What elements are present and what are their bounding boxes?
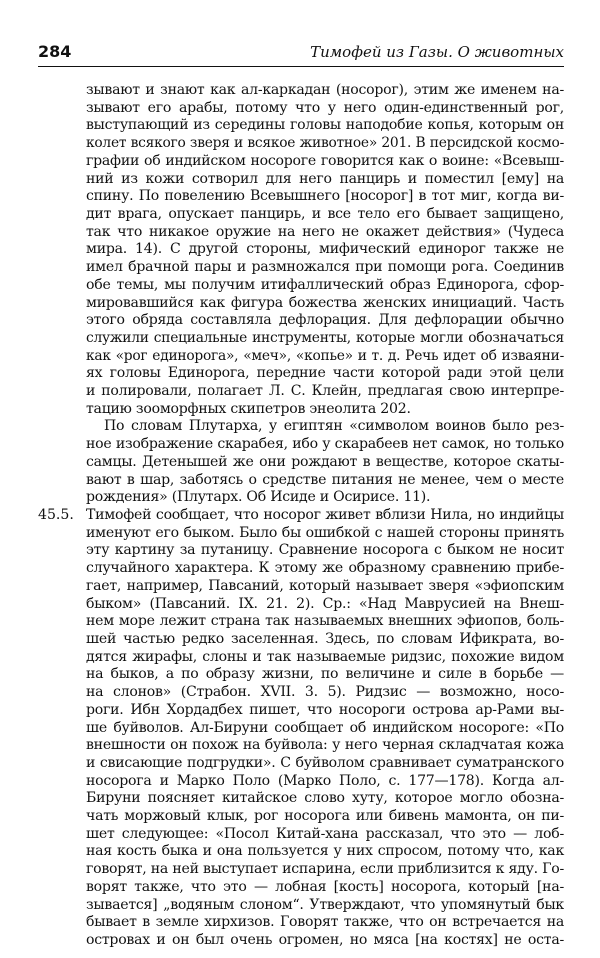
- section-marker: 45.5.: [38, 507, 74, 523]
- text-line: обе темы, мы получим итифаллический образ Единорога, сфор-: [86, 277, 564, 293]
- text-line: ний из кожи сотворил для него панцирь и поместил [ему] на: [86, 171, 564, 187]
- text-line: спину. По повелению Всевышнего [носорог] в тот миг, когда ви-: [86, 188, 564, 204]
- text-line: мира. 14). С другой стороны, мифический единорог также не: [86, 241, 564, 257]
- text-line: По словам Плутарха, у египтян «символом воинов было рез-: [104, 418, 564, 434]
- text-line: носорога и Марко Поло (Марко Поло, с. 177—178). Когда ал-: [86, 773, 564, 789]
- text-line: Тимофей сообщает, что носорог живет вблизи Нила, но индийцы: [86, 507, 564, 523]
- text-line: говорят, на ней выступает испарина, если приблизится к яду. Го-: [86, 861, 564, 877]
- text-line: шет следующее: «Посол Китай-хана рассказал, что это — лоб-: [86, 826, 564, 842]
- text-line: внешности он похож на буйвола: у него черная складчатая кожа: [86, 737, 564, 753]
- text-line: островах и он был очень огромен, но мяса [на костях] не оста-: [86, 932, 564, 948]
- text-line: дятся жирафы, слоны и так называемые ридзис, похожие видом: [86, 649, 564, 665]
- text-line: ше буйволов. Ал-Бируни сообщает об индийском носороге: «По: [86, 720, 564, 736]
- text-line: на слонов» (Страбон. XVII. 3. 5). Ридзис — возможно, носо-: [86, 684, 564, 700]
- text-line: Бируни поясняет китайское слово хуту, которое могло обозна-: [86, 790, 564, 806]
- running-title: Тимофей из Газы. О животных: [310, 43, 564, 61]
- text-line: ях головы Единорога, передние части которой ради этой цели: [86, 365, 564, 381]
- text-line: случайного характера. К этому же образному сравнению прибе-: [86, 560, 564, 576]
- text-line: на быков, а по образу жизни, по величине и силе в борьбе —: [86, 666, 564, 682]
- text-line: чать моржовый клык, рог носорога или бивень мамонта, он пи-: [86, 808, 564, 824]
- text-line: зывается] „водяным слоном“. Утверждают, что упомянутый бык: [86, 897, 564, 913]
- text-line: зывают и знают как ал-каркадан (носорог), этим же именем на-: [86, 82, 564, 98]
- text-line: ворят также, что это — лобная [кость] носорога, который [на-: [86, 879, 564, 895]
- text-line: гает, например, Павсаний, который называет зверя «эфиопским: [86, 578, 564, 594]
- header-rule: [38, 66, 564, 67]
- text-line: ное изображение скарабея, ибо у скарабеев нет самок, но только: [86, 436, 564, 452]
- text-line: вают в шар, заботясь о средстве питания не менее, чем о месте: [86, 472, 564, 488]
- text-line: этого обряда составляла дефлорация. Для дефлорации обычно: [86, 312, 564, 328]
- text-line: зывают его арабы, потому что у него один-единственный рог,: [86, 100, 564, 116]
- text-line: служили специальные инструменты, которые могли обозначаться: [86, 330, 564, 346]
- text-line: эту картину за путаницу. Сравнение носорога с быком не носит: [86, 542, 564, 558]
- text-line: ная кость быка и она пользуется у них спросом, потому что, как: [86, 843, 564, 859]
- text-line: так что никакое оружие на него не окажет действия» (Чудеса: [86, 224, 564, 240]
- text-line: как «рог единорога», «меч», «копье» и т. д. Речь идет об изваяни-: [86, 348, 564, 364]
- text-line: рождения» (Плутарх. Об Исиде и Осирисе. 11).: [86, 489, 431, 505]
- text-line: мировавшийся как фигура божества женских инициаций. Часть: [86, 295, 564, 311]
- text-line: графии об индийском носороге говорится как о воине: «Всевыш-: [86, 153, 564, 169]
- text-line: выступающий из середины головы наподобие копья, которым он: [86, 117, 564, 133]
- text-line: бывает в земле хирхизов. Говорят также, что он встречается на: [86, 914, 564, 930]
- text-line: роги. Ибн Хордадбех пишет, что носороги острова ар-Рами вы-: [86, 702, 564, 718]
- text-line: нем море лежит страна так называемых внешних эфиопов, боль-: [86, 613, 564, 629]
- running-header: [38, 40, 564, 68]
- text-line: именуют его быком. Было бы ошибкой с нашей стороны принять: [86, 525, 564, 541]
- text-line: и свисающие подгрудки». С буйволом сравнивает суматранского: [86, 755, 564, 771]
- page-number: 284: [38, 42, 72, 61]
- text-line: имел брачной пары и размножался при помощи рога. Соединив: [86, 259, 564, 275]
- text-line: быком» (Павсаний. IX. 21. 2). Ср.: «Над Маврусией на Внеш-: [86, 596, 564, 612]
- text-line: самцы. Детенышей же они рождают в веществе, которое скаты-: [86, 454, 564, 470]
- text-line: и полировали, полагает Л. С. Клейн, предлагая свою интерпре-: [86, 383, 564, 399]
- text-line: шей частью редко заселенная. Здесь, по словам Ификрата, во-: [86, 631, 564, 647]
- text-line: дит врага, опускает панцирь, и все тело его бывает защищено,: [86, 206, 564, 222]
- text-line: тацию зооморфных скипетров энеолита 202.: [86, 401, 411, 417]
- text-line: колет всякого зверя и всякое животное» 201. В персидской космо-: [86, 135, 564, 151]
